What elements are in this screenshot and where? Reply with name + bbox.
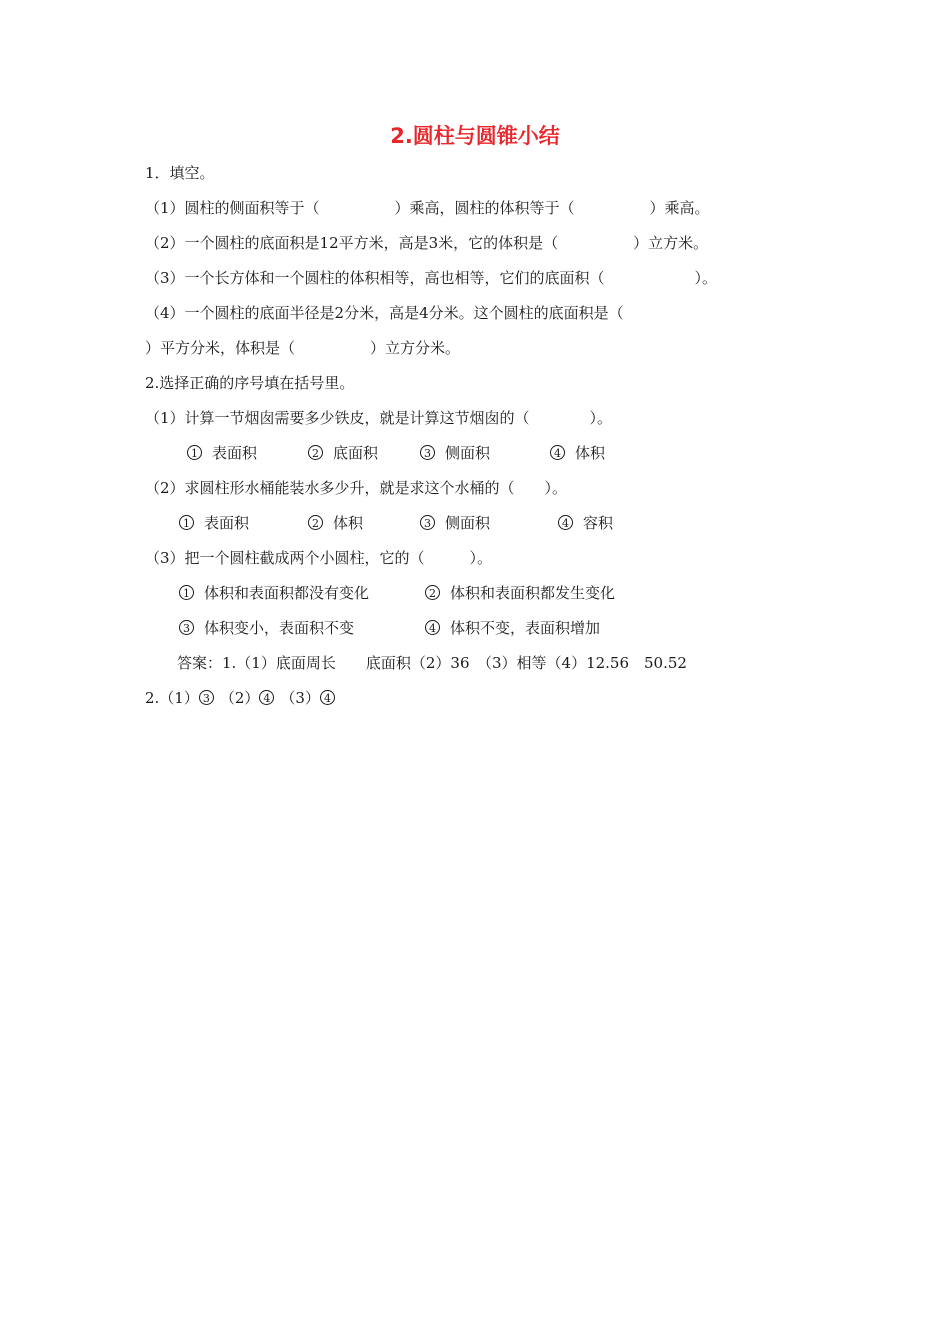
question-1-2: （2）一个圆柱的底面积是12平方米，高是3米，它的体积是（ ）立方米。 <box>145 234 709 252</box>
answers-line-1: 答案：1.（1）底面周长 底面积（2）36 （3）相等（4）12.56 50.52 <box>177 654 687 672</box>
question-2-1: （1）计算一节烟囱需要多少铁皮，就是计算这节烟囱的（ ）。 <box>145 409 613 427</box>
circled-number-icon: 3 <box>179 620 194 635</box>
option-2-2-3: 3 侧面积 <box>420 513 490 533</box>
section2-heading: 2.选择正确的序号填在括号里。 <box>145 374 355 392</box>
circled-number-icon: 2 <box>425 585 440 600</box>
circled-number-icon: 3 <box>420 445 435 460</box>
option-2-1-1: 1 表面积 <box>187 443 257 463</box>
circled-number-icon: 4 <box>320 690 335 705</box>
circled-number-icon: 3 <box>199 690 214 705</box>
option-2-3-2: 2 体积和表面积都发生变化 <box>425 583 615 603</box>
question-1-1: （1）圆柱的侧面积等于（ ）乘高，圆柱的体积等于（ ）乘高。 <box>145 199 710 217</box>
option-2-2-2: 2 体积 <box>308 513 363 533</box>
page-title: 2.圆柱与圆锥小结 <box>390 124 560 148</box>
option-2-1-4: 4 体积 <box>550 443 605 463</box>
circled-number-icon: 4 <box>550 445 565 460</box>
answers-line-2: 2.（1） 3 （2） 4 （3） 4 <box>145 688 335 708</box>
circled-number-icon: 4 <box>558 515 573 530</box>
section1-heading: 1．填空。 <box>145 164 215 182</box>
option-2-3-4: 4 体积不变，表面积增加 <box>425 618 600 638</box>
circled-number-icon: 1 <box>179 515 194 530</box>
option-2-3-1: 1 体积和表面积都没有变化 <box>179 583 369 603</box>
question-2-3: （3）把一个圆柱截成两个小圆柱，它的（ ）。 <box>145 549 493 567</box>
circled-number-icon: 1 <box>179 585 194 600</box>
option-2-1-2: 2 底面积 <box>308 443 378 463</box>
circled-number-icon: 1 <box>187 445 202 460</box>
option-2-3-3: 3 体积变小，表面积不变 <box>179 618 354 638</box>
question-1-4b: ）平方分米，体积是（ ）立方分米。 <box>145 339 461 357</box>
circled-number-icon: 2 <box>308 515 323 530</box>
question-1-3: （3）一个长方体和一个圆柱的体积相等，高也相等，它们的底面积（ ）。 <box>145 269 718 287</box>
circled-number-icon: 2 <box>308 445 323 460</box>
option-2-2-1: 1 表面积 <box>179 513 249 533</box>
circled-number-icon: 3 <box>420 515 435 530</box>
circled-number-icon: 4 <box>259 690 274 705</box>
question-2-2: （2）求圆柱形水桶能装水多少升，就是求这个水桶的（ ）。 <box>145 479 568 497</box>
question-1-4a: （4）一个圆柱的底面半径是2分米，高是4分米。这个圆柱的底面积是（ <box>145 304 624 322</box>
option-2-1-3: 3 侧面积 <box>420 443 490 463</box>
circled-number-icon: 4 <box>425 620 440 635</box>
option-2-2-4: 4 容积 <box>558 513 613 533</box>
